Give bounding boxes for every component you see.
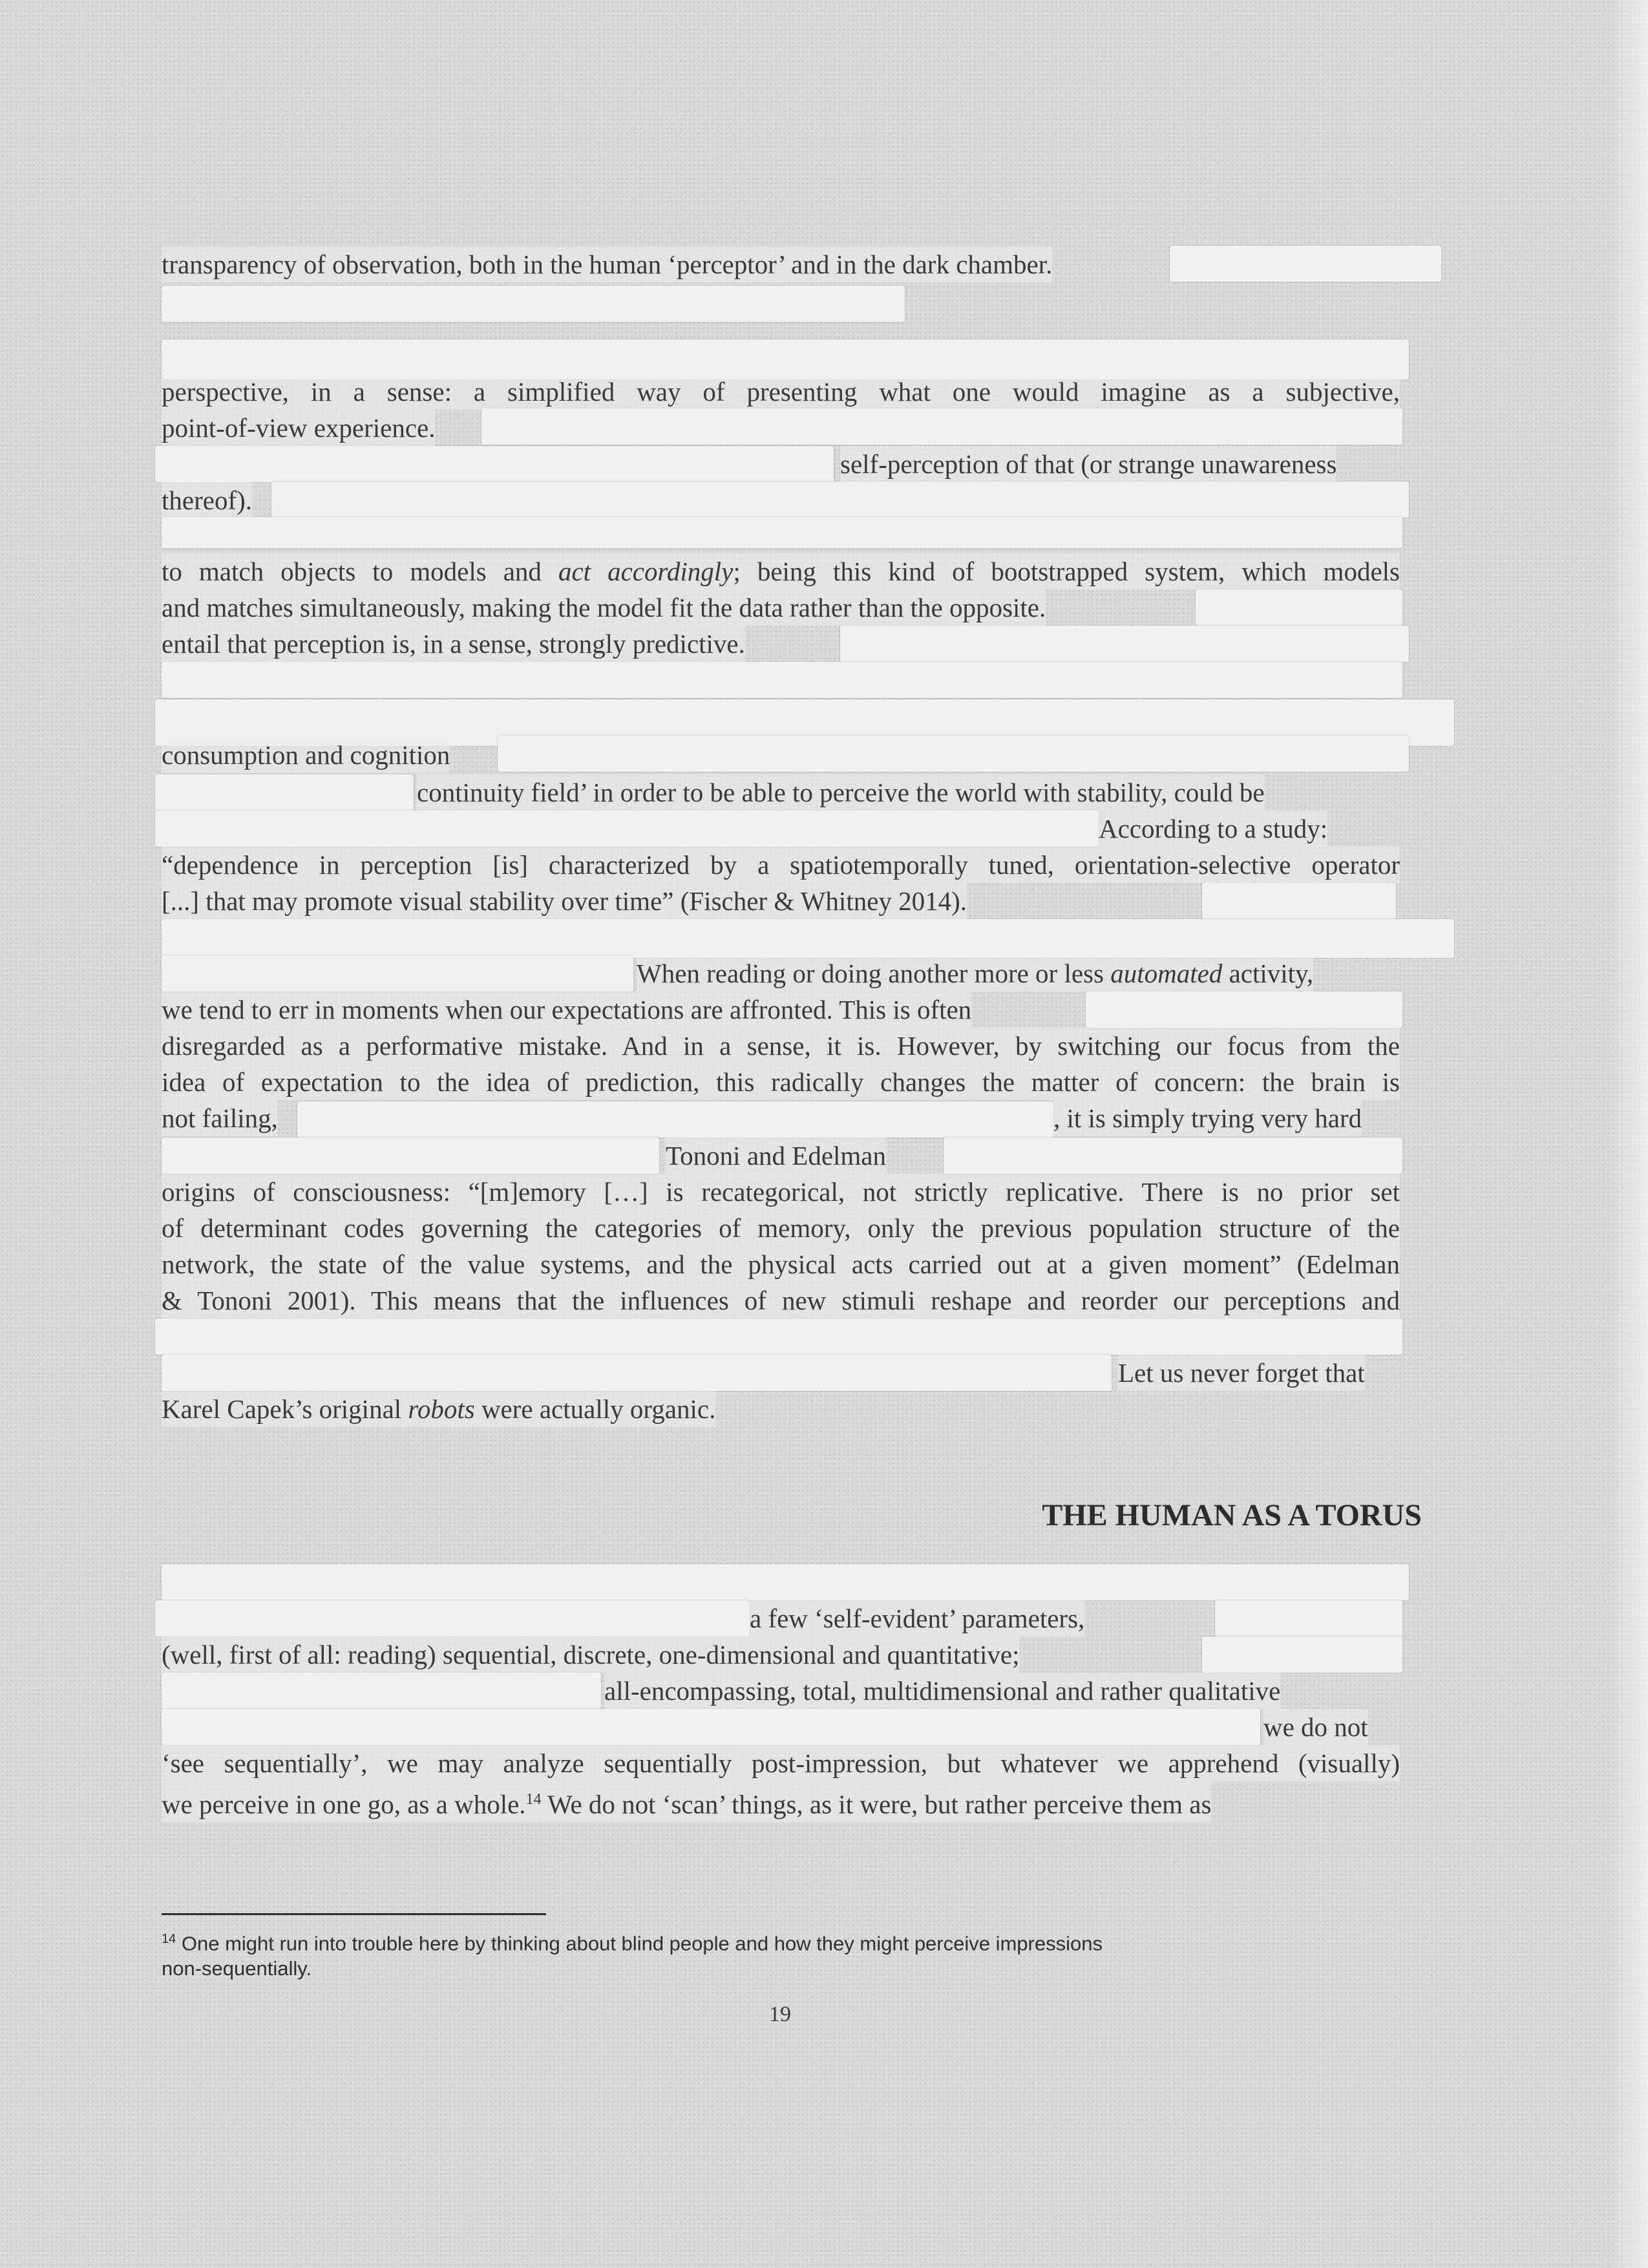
redaction-strip: [1196, 589, 1402, 626]
body-line: According to a study:: [1099, 811, 1327, 847]
redaction-strip: [155, 811, 1099, 847]
text-run: were actually organic.: [474, 1394, 716, 1424]
redaction-strip: [155, 1319, 1402, 1355]
redaction-strip: [1202, 883, 1396, 919]
redaction-strip: [162, 286, 905, 322]
footnote-text: One might run into trouble here by thinking about blind people and how they might perceive impressions: [176, 1932, 1103, 1955]
redaction-strip: [155, 446, 834, 482]
body-line: perspective, in a sense: a simplified way of presenting what one would imagine as a subjective,: [162, 374, 1400, 410]
redaction-strip: [271, 482, 1409, 518]
redaction-strip: [162, 662, 1402, 698]
body-line: , it is simply trying very hard: [1053, 1100, 1362, 1136]
redaction-strip: [1170, 246, 1441, 282]
body-line: & Tononi 2001). This means that the influences of new stimuli reshape and reorder our perceptions and: [162, 1282, 1400, 1319]
text-run: to match objects to models and: [162, 556, 558, 586]
redaction-strip: [162, 1673, 601, 1709]
redaction-strip: [162, 517, 1402, 548]
redaction-strip: [155, 774, 414, 811]
redaction-strip: [1086, 991, 1402, 1028]
body-line: (well, first of all: reading) sequential, discrete, one-dimensional and quantitative;: [162, 1637, 1020, 1673]
body-line: Tononi and Edelman: [666, 1138, 886, 1174]
text-run: When reading or doing another more or less: [637, 959, 1111, 988]
emphasis: robots: [408, 1394, 475, 1424]
body-line: ‘see sequentially’, we may analyze sequentially post-impression, but whatever we apprehend (visually): [162, 1745, 1400, 1781]
body-line: not failing,: [162, 1100, 278, 1136]
body-line: network, the state of the value systems, and the physical acts carried out at a given moment” (Edelman: [162, 1246, 1400, 1282]
body-line: we do not: [1263, 1709, 1368, 1745]
footnote-ref: 14: [525, 1791, 542, 1808]
body-line: a few ‘self-evident’ parameters,: [750, 1600, 1084, 1637]
body-line: origins of consciousness: “[m]emory […] is recategorical, not strictly replicative. There is no prior set: [162, 1174, 1400, 1210]
emphasis: act accordingly: [558, 556, 734, 586]
body-line: [162, 1391, 715, 1427]
redaction-strip: [162, 1564, 1409, 1600]
redaction-strip: [1202, 1637, 1402, 1673]
body-line: idea of expectation to the idea of prediction, this radically changes the matter of concern: the brain is: [162, 1064, 1400, 1100]
body-line: point-of-view experience.: [162, 410, 435, 446]
body-line: transparency of observation, both in the human ‘perceptor’ and in the dark chamber.: [162, 246, 1052, 282]
redaction-strip: [162, 1355, 1112, 1391]
body-line: [...] that may promote visual stability over time” (Fischer & Whitney 2014).: [162, 883, 967, 919]
text-run: Karel Capek’s original: [162, 1394, 408, 1424]
body-line: and matches simultaneously, making the model fit the data rather than the opposite.: [162, 589, 1046, 626]
redaction-strip: [840, 626, 1409, 662]
section-heading: THE HUMAN AS A TORUS: [1042, 1498, 1422, 1532]
emphasis: automated: [1110, 959, 1223, 988]
body-line: we tend to err in moments when our expectations are affronted. This is often: [162, 991, 971, 1028]
body-line: self-perception of that (or strange unawareness: [840, 446, 1336, 482]
text-run: We do not ‘scan’ things, as it were, but rather perceive them as: [547, 1789, 1212, 1819]
body-line: all-encompassing, total, multidimensional and rather qualitative: [604, 1673, 1280, 1709]
text-run: activity,: [1222, 959, 1314, 988]
body-line: entail that perception is, in a sense, strongly predictive.: [162, 626, 745, 662]
redaction-strip: [162, 1709, 1260, 1745]
redaction-strip: [155, 1600, 750, 1637]
redaction-strip: [162, 919, 1454, 958]
body-line: continuity field’ in order to be able to perceive the world with stability, could be: [417, 774, 1265, 811]
redaction-strip: [498, 736, 1409, 772]
redaction-strip: [1215, 1600, 1402, 1637]
body-line: [637, 955, 1313, 991]
redaction-strip: [162, 955, 633, 991]
text-run: ; being this kind of bootstrapped system, which models: [733, 556, 1400, 586]
redaction-strip: [481, 408, 1402, 445]
redaction-strip: [944, 1138, 1402, 1174]
body-line: [162, 1781, 1211, 1823]
body-line: thereof).: [162, 482, 252, 518]
scan-edge: [1609, 0, 1648, 2268]
footnote-marker: 14: [162, 1932, 176, 1946]
footnote-rule: [162, 1913, 546, 1915]
redaction-strip: [297, 1101, 1053, 1138]
text-run: we perceive in one go, as a whole.: [162, 1789, 526, 1819]
footnote-line: non-sequentially.: [162, 1957, 312, 1980]
body-line: Let us never forget that: [1118, 1355, 1365, 1391]
redaction-strip: [162, 1138, 659, 1174]
body-line: of determinant codes governing the categories of memory, only the previous population structure of the: [162, 1210, 1400, 1246]
body-line: consumption and cognition: [162, 737, 450, 773]
body-line: [162, 553, 1400, 589]
page-number: 19: [769, 2002, 791, 2026]
body-line: disregarded as a performative mistake. And in a sense, it is. However, by switching our focus from the: [162, 1028, 1400, 1064]
body-line: “dependence in perception [is] characterized by a spatiotemporally tuned, orientation-selective operator: [162, 847, 1400, 883]
footnote-line: [162, 1925, 1103, 1958]
